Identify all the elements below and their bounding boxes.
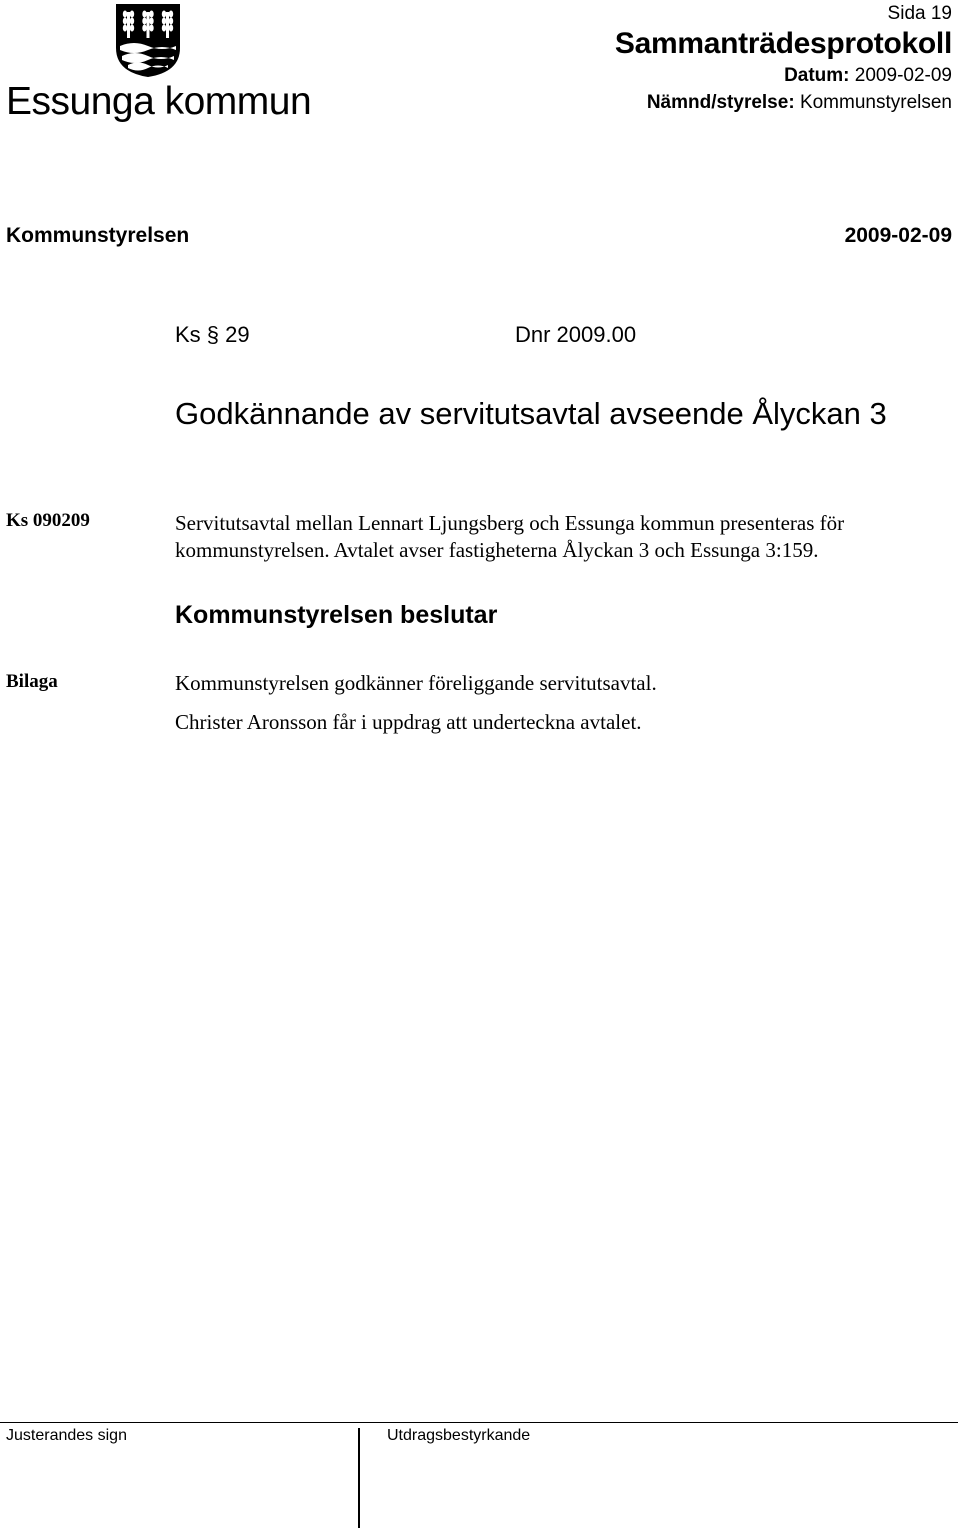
footer-vertical-divider bbox=[358, 1428, 360, 1528]
decision-item: Kommunstyrelsen godkänner föreliggande servitutsavtal. bbox=[175, 671, 657, 695]
meeting-name: Kommunstyrelsen bbox=[6, 224, 190, 247]
municipality-wordmark: Essunga kommun bbox=[6, 80, 312, 123]
board-value: Kommunstyrelsen bbox=[799, 92, 952, 113]
case-body-text: Servitutsavtal mellan Lennart Ljungsberg och Essunga kommun presenteras för kommunstyrelsen. Avtalet avser fastigheterna Ålyckan 3 och Essunga 3:159. bbox=[175, 511, 845, 562]
date-value: 2009-02-09 bbox=[854, 65, 952, 86]
date-line bbox=[784, 65, 952, 87]
decision-item: Christer Aronsson får i uppdrag att underteckna avtalet. bbox=[175, 710, 642, 734]
board-line bbox=[647, 92, 952, 114]
case-reference: Ks 090209 bbox=[6, 510, 90, 531]
extract-certification-label: Utdragsbestyrkande bbox=[387, 1427, 531, 1444]
document-title: Sammanträdesprotokoll bbox=[614, 27, 952, 60]
case-heading: Godkännande av servitutsavtal avseende Ålyckan 3 bbox=[175, 396, 887, 431]
page-number: Sida 19 bbox=[887, 3, 952, 24]
footer-divider-line bbox=[0, 1422, 958, 1423]
municipality-crest-logo bbox=[114, 2, 182, 78]
signature-label: Justerandes sign bbox=[6, 1427, 127, 1444]
decision-heading: Kommunstyrelsen beslutar bbox=[175, 601, 498, 629]
board-label: Nämnd/styrelse: bbox=[646, 92, 795, 113]
date-label: Datum: bbox=[784, 65, 850, 86]
diary-number: Dnr 2009.00 bbox=[515, 322, 637, 347]
case-number: Ks § 29 bbox=[175, 322, 250, 347]
meeting-date: 2009-02-09 bbox=[844, 224, 952, 247]
attachment-label: Bilaga bbox=[6, 671, 58, 692]
